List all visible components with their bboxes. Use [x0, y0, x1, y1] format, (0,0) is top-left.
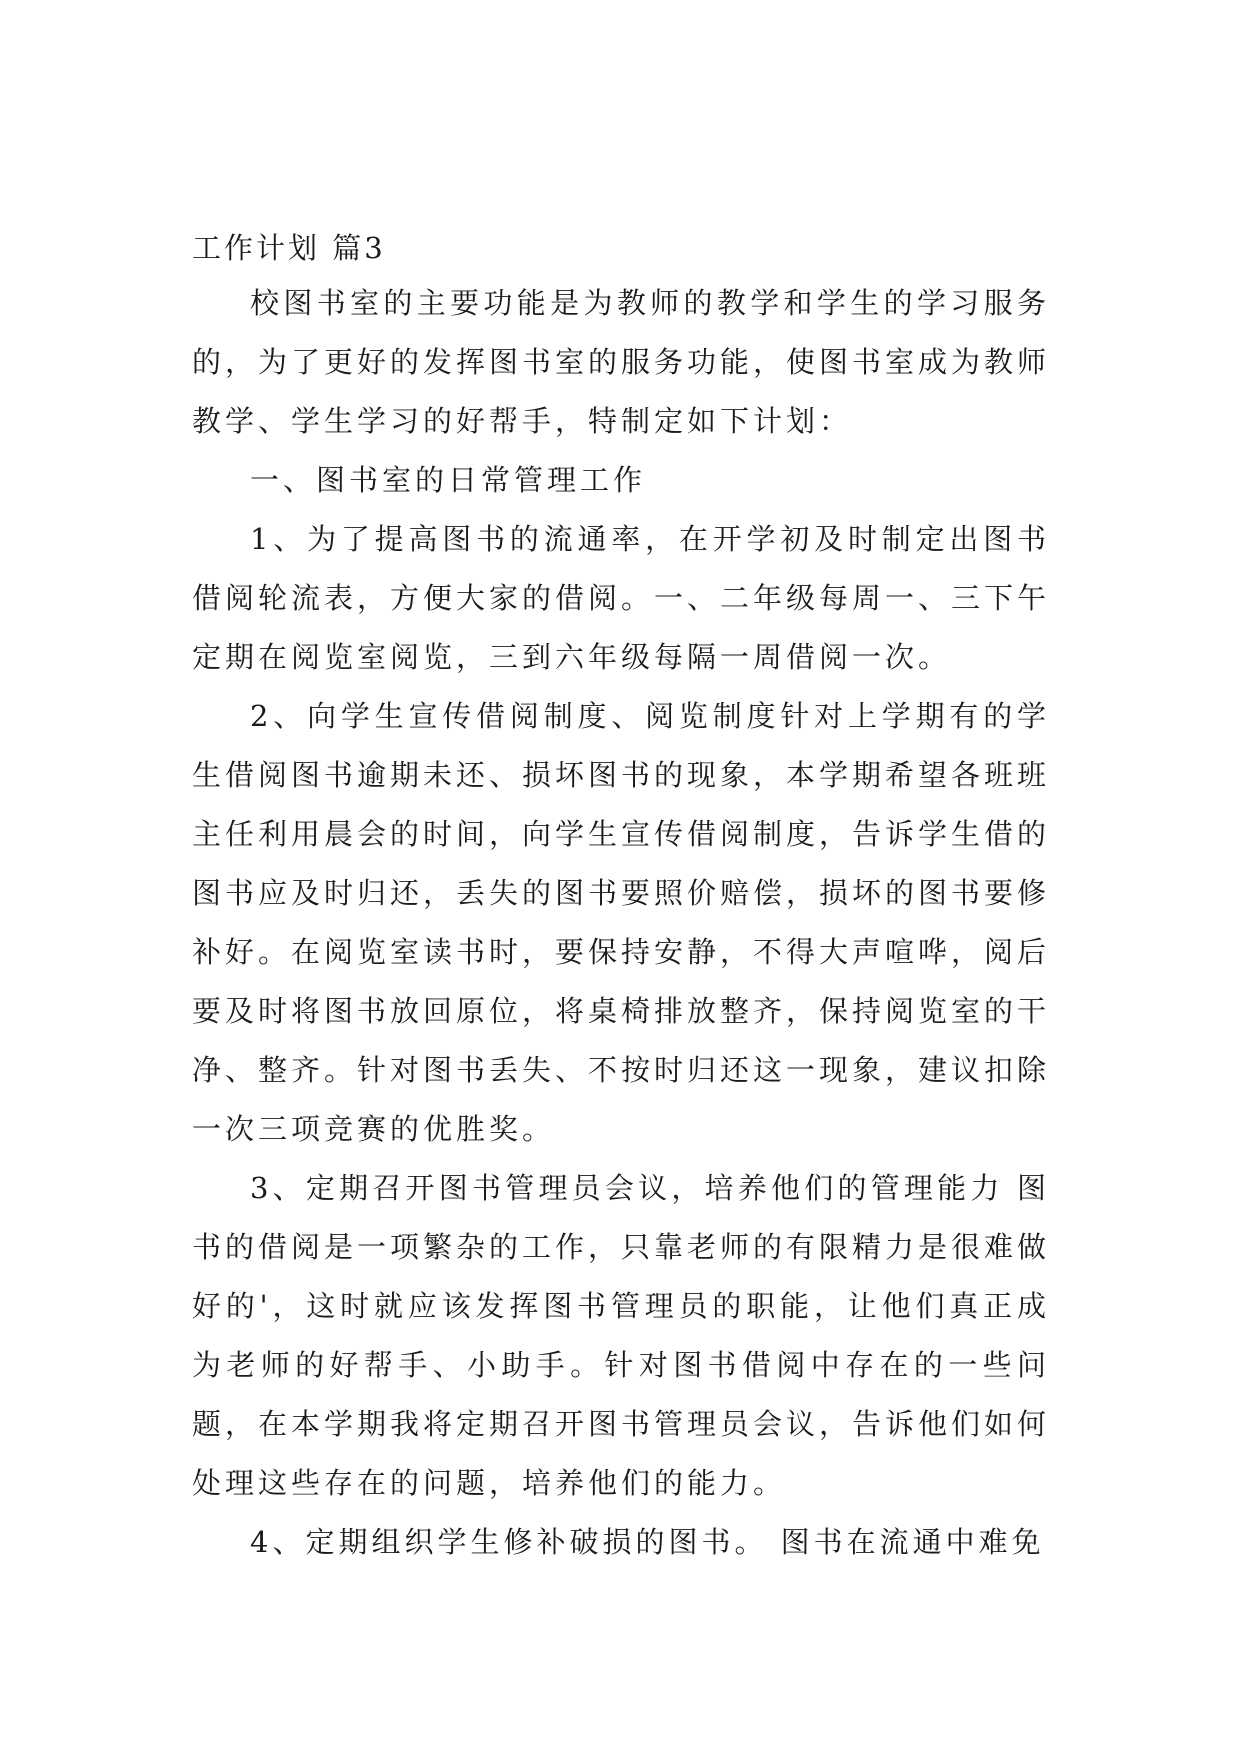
intro-paragraph: 校图书室的主要功能是为教师的教学和学生的学习服务的，为了更好的发挥图书室的服务功能，使图书室成为教师教学、学生学习的好帮手，特制定如下计划：	[192, 286, 1051, 438]
item-2-paragraph: 2、向学生宣传借阅制度、阅览制度针对上学期有的学生借阅图书逾期未还、损坏图书的现象，本学期希望各班班主任利用晨会的时间，向学生宣传借阅制度，告诉学生借的图书应及时归还，丢失的图书要照价赔偿，损坏的图书要修补好。在阅览室读书时，要保持安静，不得大声喧哗，阅后要及时将图书放回原位，将桌椅排放整齐，保持阅览室的干净、整齐。针对图书丢失、不按时归还这一现象，建议扣除一次三项竞赛的优胜奖。	[192, 699, 1051, 1146]
section-heading-daily-management: 一、图书室的日常管理工作	[250, 463, 647, 497]
document-body	[192, 222, 1050, 1572]
item-4-paragraph: 4、定期组织学生修补破损的图书。 图书在流通中难免	[250, 1525, 1045, 1559]
item-3-paragraph: 3、定期召开图书管理员会议，培养他们的管理能力 图书的借阅是一项繁杂的工作，只靠老师的有限精力是很难做好的'，这时就应该发挥图书管理员的职能，让他们真正成为老师的好帮手、小助手。针对图书借阅中存在的一些问题，在本学期我将定期召开图书管理员会议，告诉他们如何处理这些存在的问题，培养他们的能力。	[192, 1171, 1051, 1500]
document-title: 工作计划 篇3	[192, 231, 386, 265]
item-1-paragraph: 1、为了提高图书的流通率，在开学初及时制定出图书借阅轮流表，方便大家的借阅。一、二年级每周一、三下午定期在阅览室阅览，三到六年级每隔一周借阅一次。	[192, 522, 1051, 674]
